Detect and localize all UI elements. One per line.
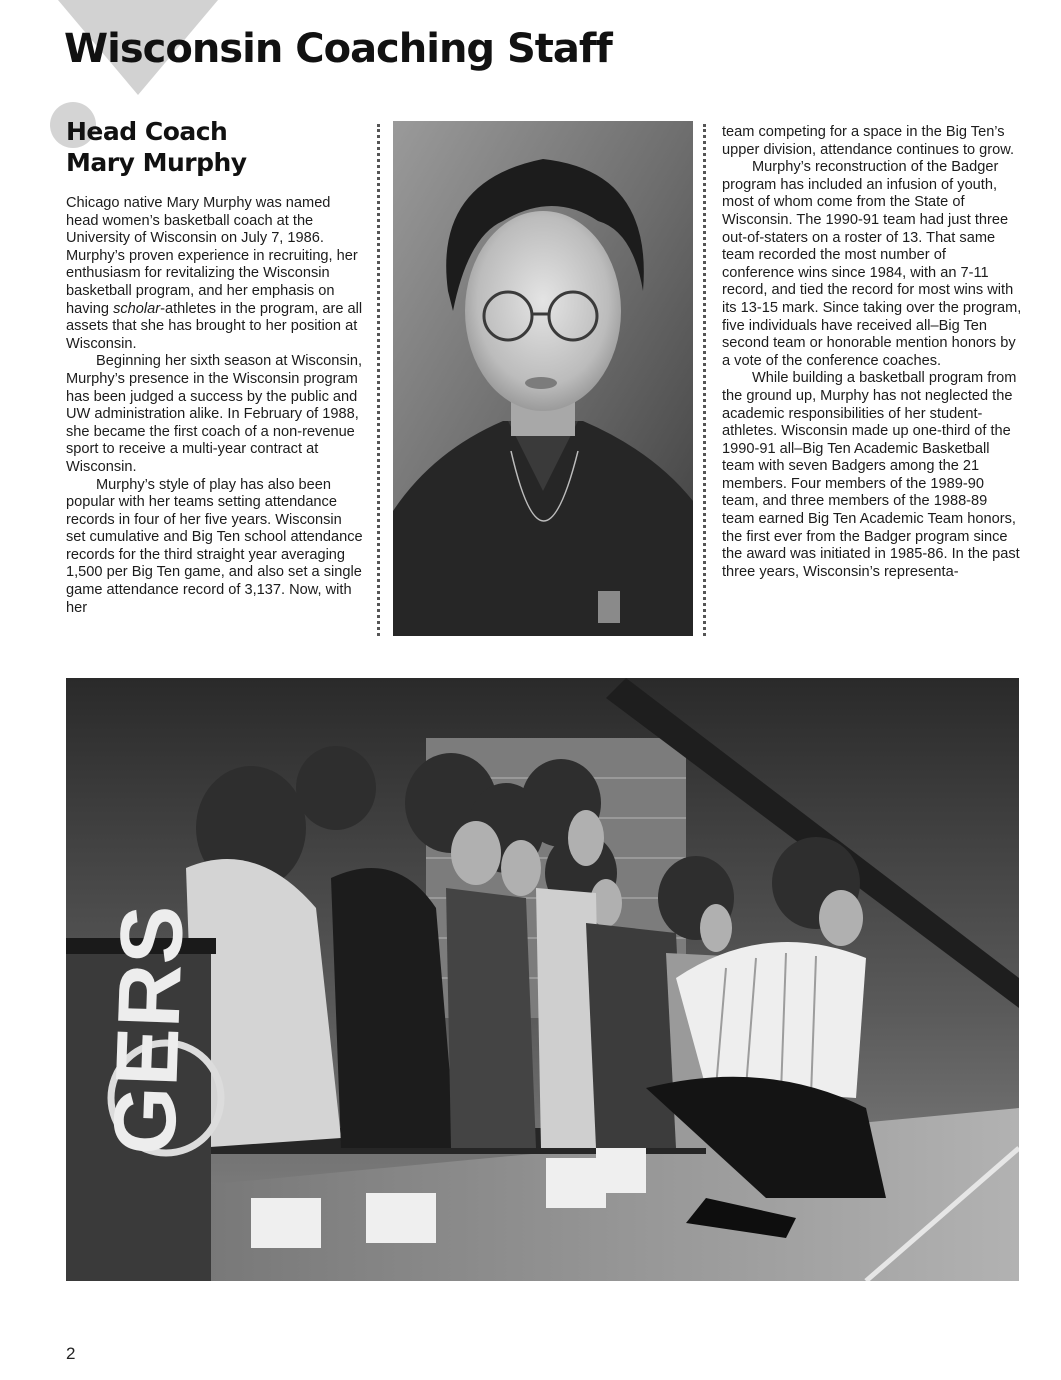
article-column-right bbox=[722, 124, 1022, 581]
text-run: -athletes in the program, are all assets that she has brought to her position at Wisconsin. bbox=[66, 300, 363, 352]
article-paragraph: Murphy’s style of play has also been popular with her teams setting attendance records in four of her five years. Wisconsin set cumulative and Big Ten school attendance records for the third straight year averaging 1,500 per Big Ten game, and also set a single game attendance record of 3,137. Now, with her bbox=[66, 476, 363, 616]
article-paragraph bbox=[66, 195, 364, 353]
heading-coach-name: Mary Murphy bbox=[66, 148, 247, 177]
column-divider bbox=[377, 124, 380, 636]
page-title: Wisconsin Coaching Staff bbox=[64, 26, 612, 72]
article-paragraph: Murphy’s reconstruction of the Badger program has included an infusion of youth, most of whom come from the State of Wisconsin. The 1990-91 team had just three out-of-staters on a roster of 13. That same team recorded the most number of conference wins since 1984, with an 7-11 record, and tied the record for most wins with its 13-15 mark. Since taking over the program, five individuals have received all–Big Ten second team or honorable mention honors by a vote of the conference coaches. bbox=[722, 159, 1022, 369]
bench-sign-text: GERS bbox=[94, 903, 202, 1157]
bench-photo bbox=[66, 678, 1019, 1281]
section-heading bbox=[66, 116, 247, 178]
article-paragraph: team competing for a space in the Big Ten’s upper division, attendance continues to grow. bbox=[722, 124, 1015, 158]
column-divider bbox=[703, 124, 706, 636]
text-run: Chicago native Mary Murphy was named head women’s basketball coach at the University of Wisconsin on July 7, 1986. Murphy’s proven experience in recruiting, her enthusiasm for revitalizing the Wisconsin basketball program, and her emphasis on having bbox=[66, 195, 358, 317]
article-column-left bbox=[66, 195, 364, 617]
italic-text-run: scholar bbox=[113, 300, 161, 317]
article-paragraph: While building a basketball program from the ground up, Murphy has not neglected the academic responsibilities of her student-athletes. Wisconsin made up one-third of the 1990-91 all–Big Ten Academic Basketball team with seven Badgers among the 21 members. Four members of the 1989-90 team, and three members of the 1988-89 team earned Big Ten Academic Team honors, the first ever from the Badger program since the award was initiated in 1985-86. In the past three years, Wisconsin’s representa- bbox=[722, 370, 1020, 580]
portrait-photo bbox=[393, 121, 693, 636]
heading-role: Head Coach bbox=[66, 117, 228, 146]
page-number: 2 bbox=[66, 1344, 76, 1363]
article-paragraph: Beginning her sixth season at Wisconsin, Murphy’s presence in the Wisconsin program has been judged a success by the public and UW administration alike. In February of 1988, she became the first coach of a non-revenue sport to receive a multi-year contract at Wisconsin. bbox=[66, 353, 363, 475]
